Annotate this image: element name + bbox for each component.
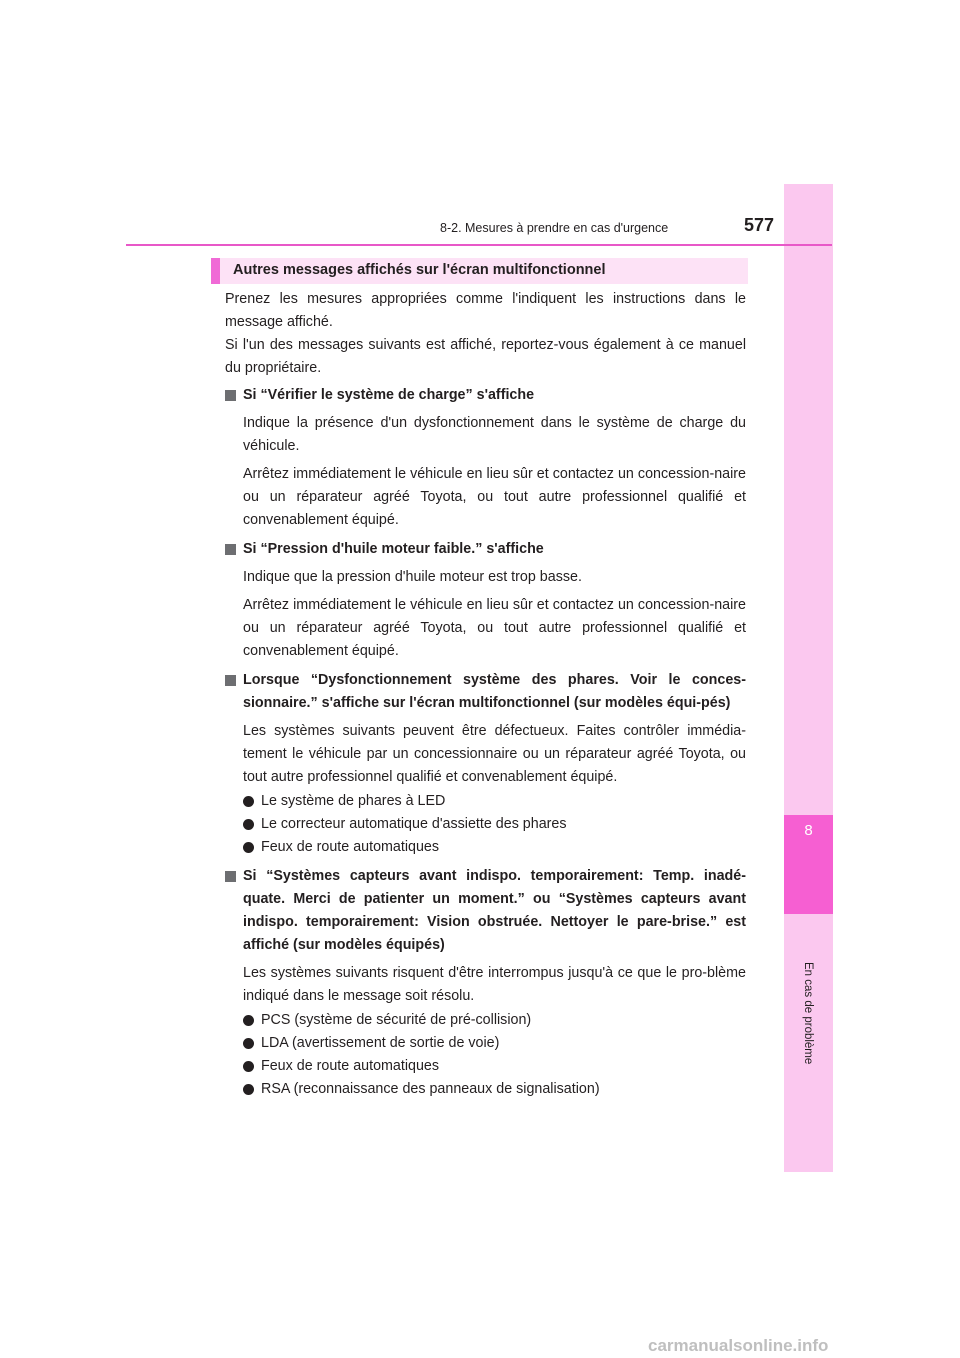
body-paragraph: Indique la présence d'un dysfonctionnement dans le système de charge du véhicule. [243,415,746,454]
body-paragraph: Arrêtez immédiatement le véhicule en lieu sûr et contactez un concession-naire ou un réparateur agréé Toyota, ou tout autre professionnel qualifié et convenablement équipé. [243,597,746,659]
message-body [225,566,746,663]
round-bullet-icon [243,1084,254,1095]
round-bullet-icon [243,819,254,830]
body-paragraph: Les systèmes suivants risquent d'être interrompus jusqu'à ce que le pro-blème indiqué dans le message soit résolu. [243,965,746,1004]
message-item [225,384,746,532]
message-item [225,538,746,663]
square-bullet-icon [225,871,236,882]
list-item: LDA (avertissement de sortie de voie) [225,1032,746,1055]
message-item [225,865,746,1101]
message-heading: Si “Systèmes capteurs avant indispo. temporairement: Temp. inadé-quate. Merci de patienter un moment.” ou “Systèmes capteurs avant indispo. temporairement: Vision obstruée. Nettoyer le pare-brise.” est affiché (sur modèles équipés) [225,865,746,957]
message-heading: Si “Vérifier le système de charge” s'affiche [225,384,746,407]
section-title-box [211,258,748,284]
message-body [225,412,746,532]
page-number: 577 [744,215,775,235]
list-item: Feux de route automatiques [225,836,746,859]
header-divider [126,244,832,246]
intro [225,288,746,380]
list-item: PCS (système de sécurité de pré-collision) [225,1009,746,1032]
square-bullet-icon [225,675,236,686]
watermark: carmanualsonline.info [648,1336,829,1355]
list-item: Feux de route automatiques [225,1055,746,1078]
intro-paragraph: Si l'un des messages suivants est affiché, reportez-vous également à ce manuel du propriétaire. [225,337,746,376]
list-item: RSA (reconnaissance des panneaux de signalisation) [225,1078,746,1101]
body-paragraph: Les systèmes suivants peuvent être défectueux. Faites contrôler immédia-tement le véhicule par un concessionnaire ou un réparateur agréé Toyota, ou tout autre professionnel qualifié et convenablement équipé. [243,723,746,785]
round-bullet-icon [243,796,254,807]
chapter-number: 8 [804,822,813,839]
message-item [225,669,746,859]
page-content [225,288,746,1101]
section-title: Autres messages affichés sur l'écran multifonctionnel [233,262,606,278]
round-bullet-icon [243,1015,254,1026]
message-body [225,962,746,1008]
square-bullet-icon [225,390,236,401]
body-paragraph: Arrêtez immédiatement le véhicule en lieu sûr et contactez un concession-naire ou un réparateur agréé Toyota, ou tout autre professionnel qualifié et convenablement équipé. [243,466,746,528]
body-paragraph: Indique que la pression d'huile moteur est trop basse. [243,569,582,585]
round-bullet-icon [243,1038,254,1049]
round-bullet-icon [243,1061,254,1072]
message-heading: Lorsque “Dysfonctionnement système des phares. Voir le conces-sionnaire.” s'affiche sur l'écran multifonctionnel (sur modèles équi-pés) [225,669,746,715]
section-label: 8-2. Mesures à prendre en cas d'urgence [440,221,669,235]
message-heading: Si “Pression d'huile moteur faible.” s'affiche [225,538,746,561]
message-body [225,720,746,789]
round-bullet-icon [243,842,254,853]
intro-paragraph: Prenez les mesures appropriées comme l'indiquent les instructions dans le message affiché. [225,291,746,330]
square-bullet-icon [225,544,236,555]
chapter-name: En cas de problème [802,962,814,1065]
list-item: Le système de phares à LED [225,790,746,813]
list-item: Le correcteur automatique d'assiette des phares [225,813,746,836]
